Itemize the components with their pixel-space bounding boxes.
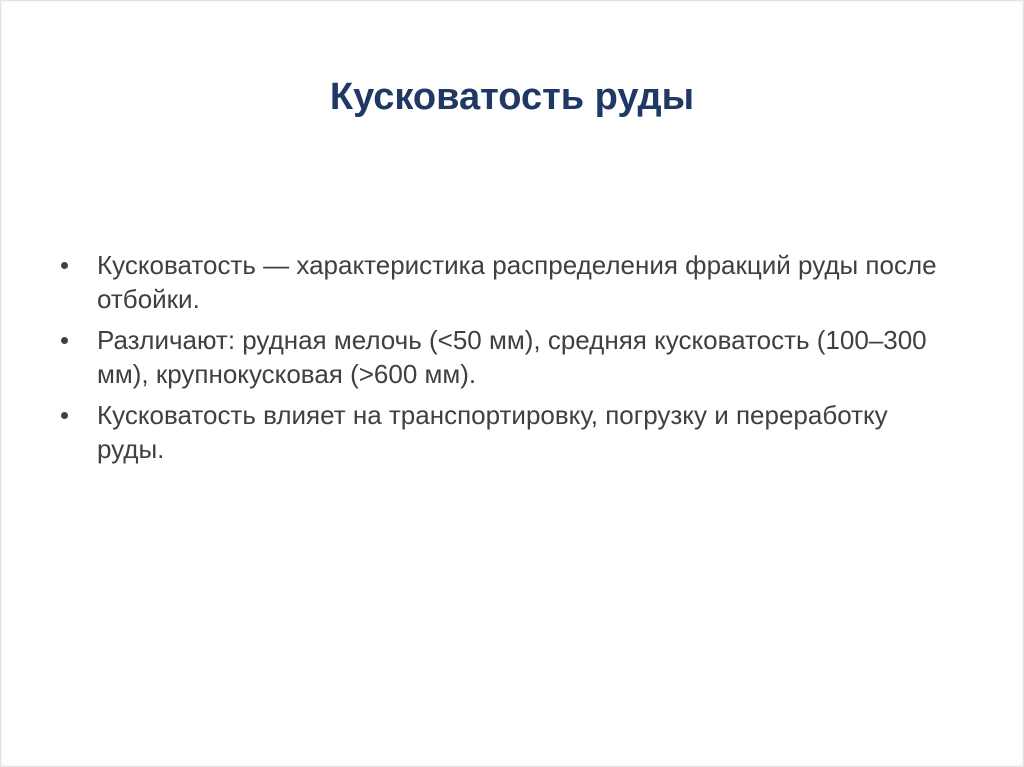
slide-title: Кусковатость руды <box>329 76 695 118</box>
bullet-text-line: Различают: рудная мелочь (<50 мм), средняя кусковатость (100–300 <box>97 325 927 355</box>
bullet-text-line: мм), крупнокусковая (>600 мм). <box>97 359 477 389</box>
bullet-marker <box>61 337 68 344</box>
bullet-item <box>0 323 1024 391</box>
bullet-item <box>0 248 1024 316</box>
bullet-marker <box>61 412 68 419</box>
bullet-text-line: Кусковатость — характеристика распределения фракций руды после <box>97 250 937 280</box>
bullet-text-line: отбойки. <box>97 284 200 314</box>
bullet-text-line: Кусковатость влияет на транспортировку, погрузку и переработку <box>97 400 888 430</box>
bullet-item <box>0 398 1024 466</box>
bullet-text-line: руды. <box>97 434 165 464</box>
bullet-list <box>0 248 1024 473</box>
bullet-marker <box>61 262 68 269</box>
